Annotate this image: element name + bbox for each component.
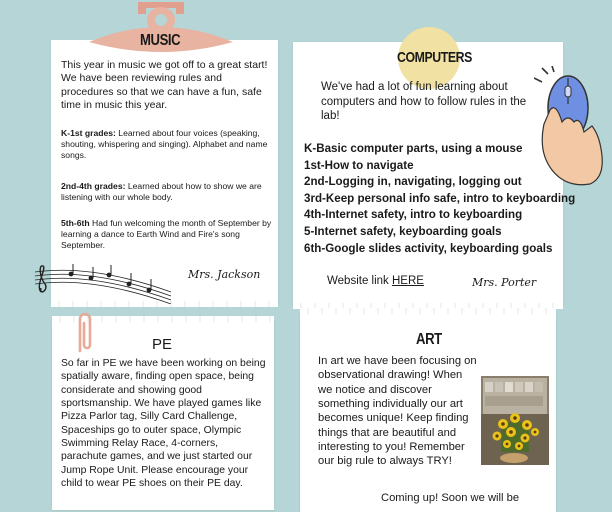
- music-24-paragraph: [61, 181, 273, 203]
- music-k1-paragraph: [61, 128, 273, 162]
- computers-item-2: 2nd-Logging in, navigating, logging out: [304, 175, 522, 189]
- music-signature: Mrs. Jackson: [188, 268, 261, 281]
- music-56-label: 5th-6th: [61, 218, 90, 228]
- pe-title: PE: [152, 336, 173, 353]
- pe-text: So far in PE we have been working on being spatially aware, finding open space, being considerate and showing good sportsmanship. We have played games like Pizza Parlor tag, Silly Card Challenge, Spaceships go to outer space, Olympic Swimming Relay Race, 4-corners, parachute games, and we just started our Jump Rope Unit. Please encourage your child to wear PE shoes on their PE day.: [61, 358, 266, 489]
- computers-intro: We've had a lot of fun learning about computers and how to follow rules in the lab!: [321, 81, 527, 123]
- paperclip-icon: [74, 311, 96, 355]
- music-56-paragraph: [61, 218, 273, 252]
- music-title: MUSIC: [140, 32, 181, 49]
- computers-item-3: 3rd-Keep personal info safe, intro to keyboarding: [304, 191, 576, 205]
- computers-item-4: 4th-Internet safety, intro to keyboarding: [304, 208, 523, 222]
- music-24-text: Learned about how to show we are listening with our whole body.: [61, 181, 262, 203]
- art-coming-up: Coming up! Soon we will be: [381, 492, 520, 504]
- art-text: In art we have been focusing on observational drawing! When we notice and discover something individually our art becomes unique! Keep finding things that are beautiful and interesting to you! Remember our big rule to always TRY!: [318, 355, 477, 468]
- website-link[interactable]: HERE: [391, 275, 424, 287]
- music-56-text: Had fun welcoming the month of September by learning a dance to Earth Wind and Fire's song September.: [61, 218, 272, 251]
- computers-item-5: 5-Internet safety, keyboarding goals: [304, 224, 502, 238]
- music-k1-text: Learned about four voices (speaking, shouting, whispering and singing). Alphabet and name songs.: [61, 128, 268, 161]
- website-link-line: [327, 275, 424, 287]
- music-intro: This year in music we got off to a great start! We have been reviewing rules and procedures so that we can have a fun, safe time in music this year.: [61, 59, 268, 112]
- computers-title: COMPUTERS: [397, 49, 472, 66]
- art-title: ART: [416, 331, 442, 348]
- computers-item-1: 1st-How to navigate: [304, 158, 414, 172]
- music-notes-icon: [33, 262, 173, 304]
- music-24-label: 2nd-4th grades:: [61, 181, 126, 191]
- hand-mouse-icon: [534, 66, 606, 188]
- website-link-prefix: Website link: [327, 275, 392, 287]
- computers-signature: Mrs. Porter: [472, 276, 537, 289]
- computers-item-6: 6th-Google slides activity, keyboarding goals: [304, 241, 553, 255]
- computers-item-k: K-Basic computer parts, using a mouse: [304, 142, 523, 155]
- music-k1-label: K-1st grades:: [61, 128, 116, 138]
- sunflower-photo: [481, 376, 549, 465]
